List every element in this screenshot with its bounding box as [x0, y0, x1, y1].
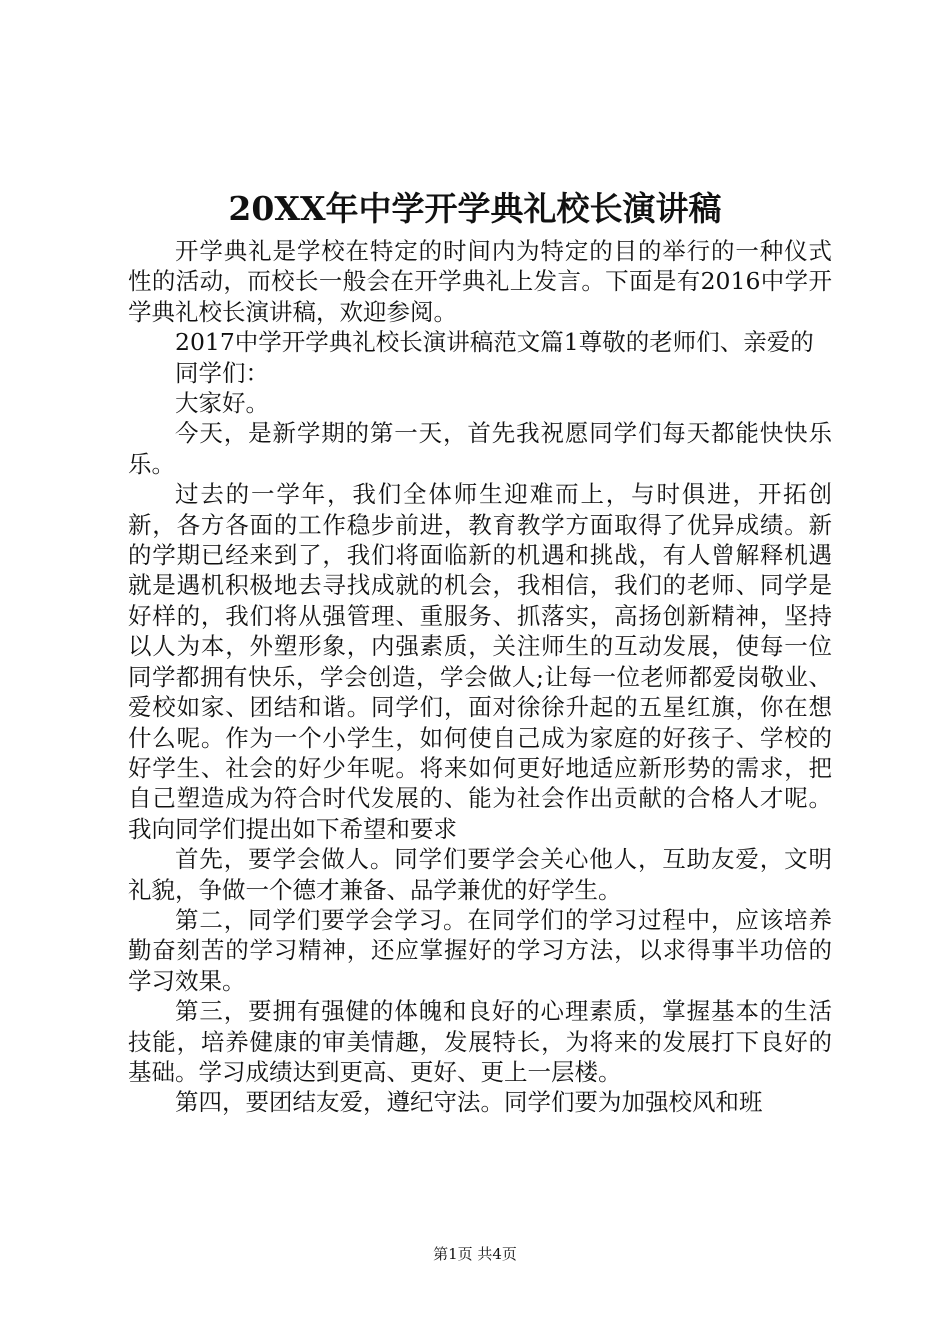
paragraph: 首先，要学会做人。同学们要学会关心他人，互助友爱，文明礼貌，争做一个德才兼备、品学兼优的好学生。 [128, 845, 832, 904]
paragraph: 第三，要拥有强健的体魄和良好的心理素质，掌握基本的生活技能，培养健康的审美情趣，发展特长，为将来的发展打下良好的基础。学习成绩达到更高、更好、更上一层楼。 [128, 997, 832, 1086]
paragraph: 第二，同学们要学会学习。在同学们的学习过程中，应该培养勤奋刻苦的学习精神，还应掌握好的学习方法，以求得事半功倍的学习效果。 [128, 905, 832, 995]
document-title: 20XX年中学开学典礼校长演讲稿 [228, 189, 722, 228]
paragraph: 过去的一学年，我们全体师生迎难而上，与时俱进，开拓创新，各方各面的工作稳步前进，教育教学方面取得了优异成绩。新的学期已经来到了，我们将面临新的机遇和挑战，有人曾解释机遇就是遇机积极地去寻找成就的机会，我相信，我们的老师、同学是好样的，我们将从强管理、重服务、抓落实，高扬创新精神，坚持以人为本，外塑形象，内强素质，关注师生的互动发展，使每一位同学都拥有快乐，学会创造，学会做人;让每一位老师都爱岗敬业、爱校如家、团结和谐。同学们，面对徐徐升起的五星红旗，你在想什么呢。作为一个小学生，如何使自己成为家庭的好孩子、学校的好学生、社会的好少年呢。将来如何更好地适应新形势的需求，把自己塑造成为符合时代发展的、能为社会作出贡献的合格人才呢。我向同学们提出如下希望和要求 [128, 480, 832, 843]
paragraph: 大家好。 [175, 389, 269, 418]
paragraph: 开学典礼是学校在特定的时间内为特定的目的举行的一种仪式性的活动，而校长一般会在开学典礼上发言。下面是有2016中学开学典礼校长演讲稿，欢迎参阅。 [128, 237, 832, 326]
paragraph: 同学们： [175, 358, 269, 387]
page-number-footer: 第1页 共4页 [433, 1245, 517, 1263]
document-body [128, 236, 832, 1118]
paragraph: 第四，要团结友爱，遵纪守法。同学们要为加强校风和班 [175, 1088, 763, 1117]
paragraph: 今天，是新学期的第一天，首先我祝愿同学们每天都能快快乐乐。 [128, 419, 832, 478]
paragraph: 2017中学开学典礼校长演讲稿范文篇1尊敬的老师们、亲爱的 [175, 328, 814, 357]
